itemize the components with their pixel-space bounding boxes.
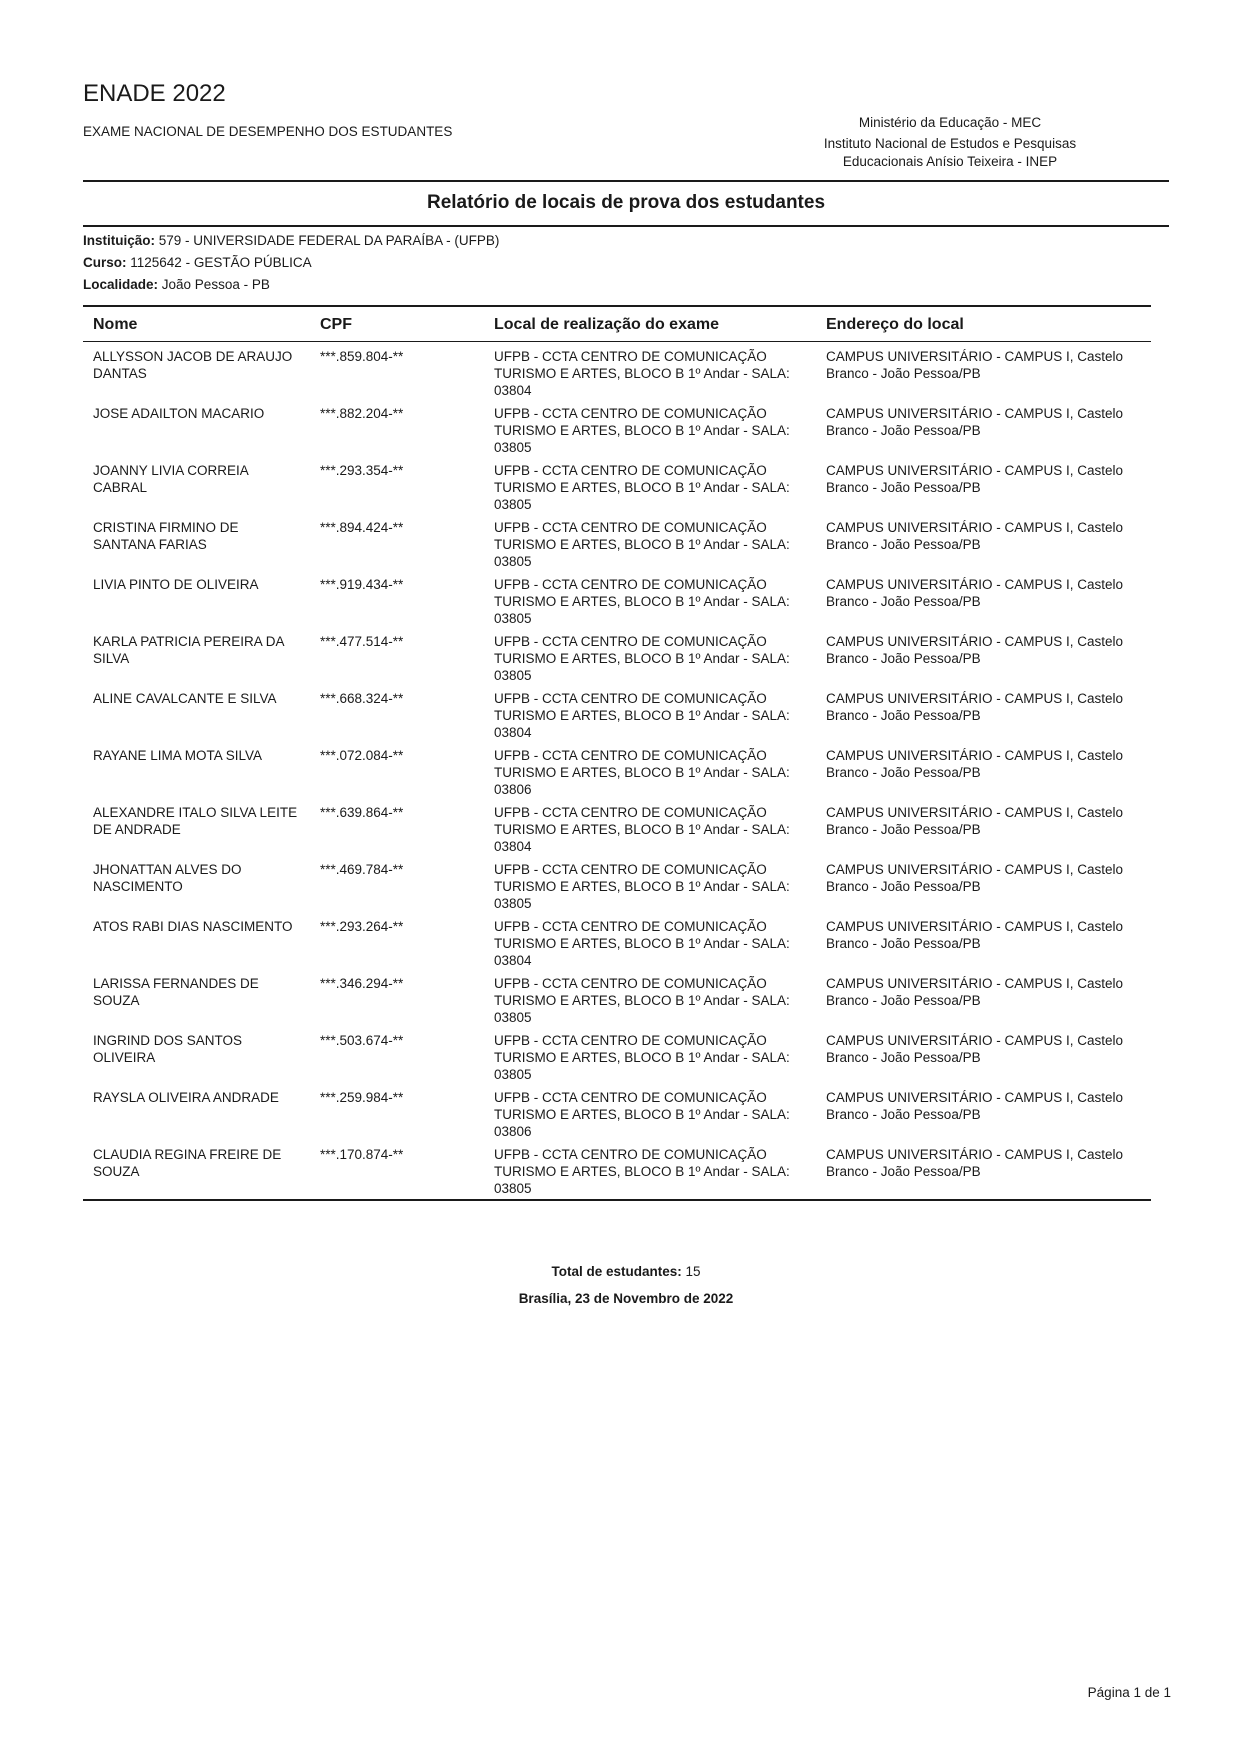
cell-local: UFPB - CCTA CENTRO DE COMUNICAÇÃO TURISMO E ARTES, BLOCO B 1º Andar - SALA: 03805 xyxy=(494,862,790,911)
cell-nome: RAYANE LIMA MOTA SILVA xyxy=(93,748,263,763)
cell-endereco: CAMPUS UNIVERSITÁRIO - CAMPUS I, Castelo Branco - João Pessoa/PB xyxy=(826,463,1124,495)
table-row xyxy=(83,399,1151,456)
cell-local: UFPB - CCTA CENTRO DE COMUNICAÇÃO TURISMO E ARTES, BLOCO B 1º Andar - SALA: 03805 xyxy=(494,520,790,569)
cell-endereco: CAMPUS UNIVERSITÁRIO - CAMPUS I, Castelo Branco - João Pessoa/PB xyxy=(826,1090,1124,1122)
cell-local: UFPB - CCTA CENTRO DE COMUNICAÇÃO TURISMO E ARTES, BLOCO B 1º Andar - SALA: 03805 xyxy=(494,577,790,626)
table-row xyxy=(83,1140,1151,1200)
cell-cpf: ***.293.264-** xyxy=(320,919,404,934)
cell-cpf: ***.919.434-** xyxy=(320,577,404,592)
cell-cpf: ***.170.874-** xyxy=(310,1140,484,1200)
table-row xyxy=(83,342,1151,400)
meta-localidade-value: João Pessoa - PB xyxy=(161,277,270,292)
meta-instituicao-value: 579 - UNIVERSIDADE FEDERAL DA PARAÍBA - (UFPB) xyxy=(158,233,500,248)
column-header-endereco: Endereço do local xyxy=(816,306,1151,342)
cell-endereco: CAMPUS UNIVERSITÁRIO - CAMPUS I, Castelo Branco - João Pessoa/PB xyxy=(826,349,1124,381)
cell-nome: LARISSA FERNANDES DE SOUZA xyxy=(93,976,259,1008)
cell-endereco: CAMPUS UNIVERSITÁRIO - CAMPUS I, Castelo Branco - João Pessoa/PB xyxy=(826,691,1124,723)
total-students-label: Total de estudantes: xyxy=(551,1264,682,1279)
cell-endereco: CAMPUS UNIVERSITÁRIO - CAMPUS I, Castelo Branco - João Pessoa/PB xyxy=(826,1033,1124,1065)
table-row xyxy=(83,798,1151,855)
meta-curso-label: Curso: xyxy=(83,255,127,270)
cell-endereco: CAMPUS UNIVERSITÁRIO - CAMPUS I, Castelo Branco - João Pessoa/PB xyxy=(826,919,1124,951)
cell-local: UFPB - CCTA CENTRO DE COMUNICAÇÃO TURISMO E ARTES, BLOCO B 1º Andar - SALA: 03804 xyxy=(494,349,790,398)
cell-cpf: ***.503.674-** xyxy=(320,1033,404,1048)
total-students xyxy=(83,1264,1169,1279)
cell-endereco: CAMPUS UNIVERSITÁRIO - CAMPUS I, Castelo Branco - João Pessoa/PB xyxy=(826,634,1124,666)
total-students-value: 15 xyxy=(685,1264,701,1279)
agency-institute-line2: Educacionais Anísio Teixeira - INEP xyxy=(842,154,1058,169)
meta-instituicao-label: Instituição: xyxy=(83,233,156,248)
cell-endereco: CAMPUS UNIVERSITÁRIO - CAMPUS I, Castelo Branco - João Pessoa/PB xyxy=(826,520,1124,552)
table-row xyxy=(83,741,1151,798)
cell-cpf: ***.668.324-** xyxy=(320,691,404,706)
cell-cpf: ***.859.804-** xyxy=(320,349,404,364)
cell-endereco: CAMPUS UNIVERSITÁRIO - CAMPUS I, Castelo Branco - João Pessoa/PB xyxy=(826,577,1124,609)
meta-curso-value: 1125642 - GESTÃO PÚBLICA xyxy=(130,255,312,270)
cell-nome: LIVIA PINTO DE OLIVEIRA xyxy=(93,577,259,592)
cell-endereco: CAMPUS UNIVERSITÁRIO - CAMPUS I, Castelo Branco - João Pessoa/PB xyxy=(826,406,1124,438)
cell-nome: JOANNY LIVIA CORREIA CABRAL xyxy=(93,463,249,495)
page-number: Página 1 de 1 xyxy=(1087,1685,1171,1700)
meta-instituicao xyxy=(83,233,499,248)
cell-nome: CRISTINA FIRMINO DE SANTANA FARIAS xyxy=(93,520,239,552)
cell-nome: INGRIND DOS SANTOS OLIVEIRA xyxy=(93,1033,243,1065)
report-title: Relatório de locais de prova dos estudantes xyxy=(426,192,826,213)
meta-localidade xyxy=(83,277,270,292)
cell-cpf: ***.882.204-** xyxy=(320,406,404,421)
table-row xyxy=(83,570,1151,627)
report-date: Brasília, 23 de Novembro de 2022 xyxy=(518,1291,734,1306)
table-row xyxy=(83,1026,1151,1083)
cell-local: UFPB - CCTA CENTRO DE COMUNICAÇÃO TURISMO E ARTES, BLOCO B 1º Andar - SALA: 03804 xyxy=(494,691,790,740)
cell-nome: CLAUDIA REGINA FREIRE DE SOUZA xyxy=(83,1140,310,1200)
table-header-row xyxy=(83,306,1151,342)
students-table xyxy=(83,305,1151,1201)
cell-endereco: CAMPUS UNIVERSITÁRIO - CAMPUS I, Castelo Branco - João Pessoa/PB xyxy=(826,976,1124,1008)
cell-local: UFPB - CCTA CENTRO DE COMUNICAÇÃO TURISMO E ARTES, BLOCO B 1º Andar - SALA: 03805 xyxy=(494,406,790,455)
table-row xyxy=(83,855,1151,912)
table-row xyxy=(83,627,1151,684)
cell-local: UFPB - CCTA CENTRO DE COMUNICAÇÃO TURISMO E ARTES, BLOCO B 1º Andar - SALA: 03804 xyxy=(494,919,790,968)
table-row xyxy=(83,1083,1151,1140)
cell-cpf: ***.477.514-** xyxy=(320,634,404,649)
cell-local: UFPB - CCTA CENTRO DE COMUNICAÇÃO TURISMO E ARTES, BLOCO B 1º Andar - SALA: 03804 xyxy=(494,805,790,854)
cell-endereco: CAMPUS UNIVERSITÁRIO - CAMPUS I, Castelo Branco - João Pessoa/PB xyxy=(826,748,1124,780)
header-divider xyxy=(83,180,1169,182)
cell-nome: ATOS RABI DIAS NASCIMENTO xyxy=(93,919,293,934)
cell-local: UFPB - CCTA CENTRO DE COMUNICAÇÃO TURISMO E ARTES, BLOCO B 1º Andar - SALA: 03805 xyxy=(484,1140,816,1200)
table-row xyxy=(83,456,1151,513)
cell-nome: ALEXANDRE ITALO SILVA LEITE DE ANDRADE xyxy=(93,805,298,837)
cell-nome: JOSE ADAILTON MACARIO xyxy=(93,406,265,421)
agency-institute-line1: Instituto Nacional de Estudos e Pesquisas xyxy=(823,136,1077,151)
meta-curso xyxy=(83,255,312,270)
table-row xyxy=(83,969,1151,1026)
cell-nome: RAYSLA OLIVEIRA ANDRADE xyxy=(93,1090,279,1105)
table-row xyxy=(83,912,1151,969)
cell-cpf: ***.293.354-** xyxy=(320,463,404,478)
cell-local: UFPB - CCTA CENTRO DE COMUNICAÇÃO TURISMO E ARTES, BLOCO B 1º Andar - SALA: 03806 xyxy=(494,748,790,797)
cell-cpf: ***.639.864-** xyxy=(320,805,404,820)
cell-local: UFPB - CCTA CENTRO DE COMUNICAÇÃO TURISMO E ARTES, BLOCO B 1º Andar - SALA: 03805 xyxy=(494,463,790,512)
cell-nome: ALINE CAVALCANTE E SILVA xyxy=(93,691,277,706)
column-header-cpf: CPF xyxy=(310,306,484,342)
cell-local: UFPB - CCTA CENTRO DE COMUNICAÇÃO TURISMO E ARTES, BLOCO B 1º Andar - SALA: 03805 xyxy=(494,1033,790,1082)
cell-cpf: ***.072.084-** xyxy=(320,748,404,763)
cell-endereco: CAMPUS UNIVERSITÁRIO - CAMPUS I, Castelo Branco - João Pessoa/PB xyxy=(826,862,1124,894)
cell-endereco: CAMPUS UNIVERSITÁRIO - CAMPUS I, Castelo Branco - João Pessoa/PB xyxy=(816,1140,1151,1200)
cell-nome: JHONATTAN ALVES DO NASCIMENTO xyxy=(93,862,242,894)
cell-local: UFPB - CCTA CENTRO DE COMUNICAÇÃO TURISMO E ARTES, BLOCO B 1º Andar - SALA: 03806 xyxy=(494,1090,790,1139)
meta-localidade-label: Localidade: xyxy=(83,277,159,292)
agency-block xyxy=(790,114,1110,171)
cell-endereco: CAMPUS UNIVERSITÁRIO - CAMPUS I, Castelo Branco - João Pessoa/PB xyxy=(826,805,1124,837)
cell-local: UFPB - CCTA CENTRO DE COMUNICAÇÃO TURISMO E ARTES, BLOCO B 1º Andar - SALA: 03805 xyxy=(494,976,790,1025)
exam-subtitle: EXAME NACIONAL DE DESEMPENHO DOS ESTUDANTES xyxy=(83,124,453,139)
cell-cpf: ***.259.984-** xyxy=(320,1090,404,1105)
column-header-nome: Nome xyxy=(83,306,310,342)
agency-ministry: Ministério da Educação - MEC xyxy=(858,115,1042,130)
page-title: ENADE 2022 xyxy=(83,80,226,107)
title-divider xyxy=(83,225,1169,227)
cell-cpf: ***.346.294-** xyxy=(320,976,404,991)
cell-cpf: ***.469.784-** xyxy=(320,862,404,877)
cell-cpf: ***.894.424-** xyxy=(320,520,404,535)
cell-nome: ALLYSSON JACOB DE ARAUJO DANTAS xyxy=(93,349,293,381)
cell-local: UFPB - CCTA CENTRO DE COMUNICAÇÃO TURISMO E ARTES, BLOCO B 1º Andar - SALA: 03805 xyxy=(494,634,790,683)
students-table-body xyxy=(83,342,1151,1201)
table-row xyxy=(83,513,1151,570)
cell-nome: KARLA PATRICIA PEREIRA DA SILVA xyxy=(93,634,284,666)
table-row xyxy=(83,684,1151,741)
column-header-local: Local de realização do exame xyxy=(484,306,816,342)
